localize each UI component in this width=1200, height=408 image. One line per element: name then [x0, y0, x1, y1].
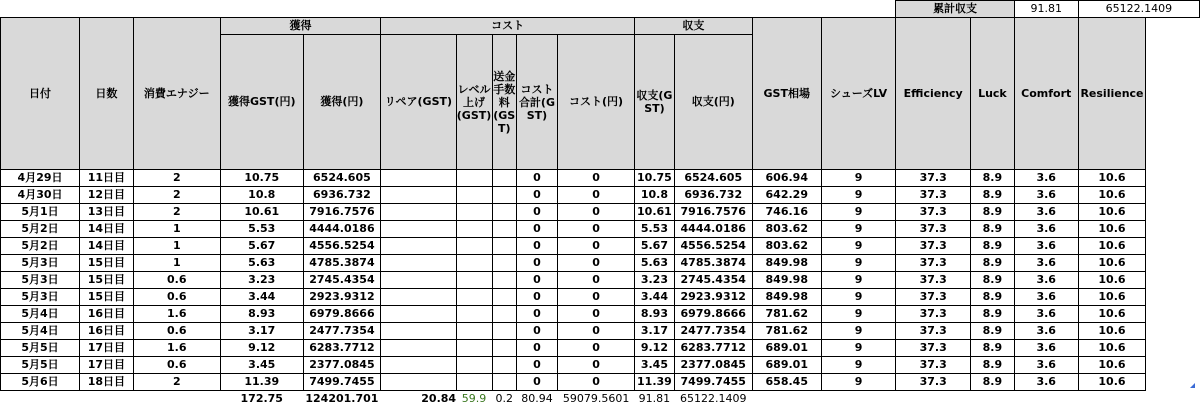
cumulative-row	[1, 1, 1200, 18]
cell-efficiency[interactable]: 37.3	[896, 221, 971, 238]
cell-bal-gst[interactable]: 10.75	[635, 170, 675, 187]
cell-efficiency[interactable]: 37.3	[896, 306, 971, 323]
cumulative-gst[interactable]: 91.81	[1014, 1, 1078, 18]
cell-days[interactable]: 18日目	[80, 374, 134, 391]
empty-cell[interactable]	[133, 391, 220, 408]
cell-resilience[interactable]: 10.6	[1078, 238, 1146, 255]
cell-date[interactable]: 5月4日	[1, 306, 80, 323]
col-cost-yen[interactable]: コスト(円)	[558, 35, 635, 170]
cell-cost-total[interactable]: 0	[516, 323, 557, 340]
cell-date[interactable]: 5月2日	[1, 238, 80, 255]
cell-efficiency[interactable]: 37.3	[896, 340, 971, 357]
cell-cost-yen[interactable]: 0	[558, 306, 635, 323]
cell-bal-gst[interactable]: 11.39	[635, 374, 675, 391]
cell-earn-gst[interactable]: 10.75	[220, 170, 303, 187]
cell-rate[interactable]: 606.94	[752, 170, 821, 187]
cell-levelup[interactable]	[456, 238, 492, 255]
cell-levelup[interactable]	[456, 187, 492, 204]
cell-days[interactable]: 15日目	[80, 255, 134, 272]
col-cost-total[interactable]: コスト合計(GST)	[516, 35, 557, 170]
cell-cost-total[interactable]: 0	[516, 306, 557, 323]
cell-efficiency[interactable]: 37.3	[896, 289, 971, 306]
cell-fee[interactable]	[492, 289, 516, 306]
cell-earn-yen[interactable]: 2377.0845	[303, 357, 381, 374]
cell-efficiency[interactable]: 37.3	[896, 357, 971, 374]
cell-cost-yen[interactable]: 0	[558, 255, 635, 272]
total-earn-gst[interactable]: 172.75	[240, 392, 283, 406]
cell-days[interactable]: 15日目	[80, 272, 134, 289]
group-cost[interactable]: コスト	[381, 18, 635, 35]
cell-bal-gst[interactable]: 8.93	[635, 306, 675, 323]
cell-efficiency[interactable]: 37.3	[896, 272, 971, 289]
cell-rate[interactable]: 642.29	[752, 187, 821, 204]
cell-comfort[interactable]: 3.6	[1014, 323, 1078, 340]
cell-cost-yen[interactable]: 0	[558, 289, 635, 306]
total-bal-yen[interactable]: 65122.1409	[679, 392, 747, 406]
cell-cost-yen[interactable]: 0	[558, 357, 635, 374]
cell-comfort[interactable]: 3.6	[1014, 204, 1078, 221]
cell-rate[interactable]: 658.45	[752, 374, 821, 391]
cell-earn-gst[interactable]: 5.53	[220, 221, 303, 238]
cell-fee[interactable]	[492, 170, 516, 187]
empty-cell[interactable]	[1, 391, 80, 408]
cell-shoes[interactable]: 9	[821, 255, 896, 272]
cell-comfort[interactable]: 3.6	[1014, 374, 1078, 391]
group-earn[interactable]: 獲得	[220, 18, 380, 35]
cell-cost-yen[interactable]: 0	[558, 340, 635, 357]
cell-earn-gst[interactable]: 10.61	[220, 204, 303, 221]
total-cost-yen[interactable]: 59079.5601	[562, 392, 630, 406]
cell-rate[interactable]: 689.01	[752, 357, 821, 374]
cell-shoes[interactable]: 9	[821, 289, 896, 306]
table-row	[1, 221, 1200, 238]
cell-efficiency[interactable]: 37.3	[896, 187, 971, 204]
cell-fee[interactable]	[492, 272, 516, 289]
cell-earn-yen[interactable]: 4444.0186	[303, 221, 381, 238]
cell-luck[interactable]: 8.9	[971, 255, 1015, 272]
cell-energy[interactable]: 0.6	[133, 357, 220, 374]
cell-bal-gst[interactable]: 3.17	[635, 323, 675, 340]
cell-earn-yen[interactable]: 4785.3874	[303, 255, 381, 272]
cell-earn-yen[interactable]: 7499.7455	[303, 374, 381, 391]
cell-earn-yen[interactable]: 6979.8666	[303, 306, 381, 323]
cell-repair[interactable]	[381, 170, 456, 187]
cell-earn-yen[interactable]: 4556.5254	[303, 238, 381, 255]
cell-levelup[interactable]	[456, 357, 492, 374]
cell-efficiency[interactable]: 37.3	[896, 374, 971, 391]
cell-bal-yen[interactable]: 2377.0845	[674, 357, 752, 374]
cell-rate[interactable]: 781.62	[752, 306, 821, 323]
cell-levelup[interactable]	[456, 170, 492, 187]
cell-resilience[interactable]: 10.6	[1078, 357, 1146, 374]
cell-days[interactable]: 14日目	[80, 221, 134, 238]
cell-levelup[interactable]	[456, 306, 492, 323]
cell-cost-yen[interactable]: 0	[558, 238, 635, 255]
cell-earn-yen[interactable]: 6524.605	[303, 170, 381, 187]
cell-date[interactable]: 5月5日	[1, 340, 80, 357]
cell-days[interactable]: 11日目	[80, 170, 134, 187]
empty-cell[interactable]	[821, 391, 896, 408]
cell-comfort[interactable]: 3.6	[1014, 187, 1078, 204]
cell-fee[interactable]	[492, 204, 516, 221]
cell-days[interactable]: 16日目	[80, 323, 134, 340]
col-days[interactable]: 日数	[80, 18, 134, 170]
cell-date[interactable]: 5月3日	[1, 272, 80, 289]
cell-fee[interactable]	[492, 340, 516, 357]
cell-cost-yen[interactable]: 0	[558, 374, 635, 391]
cell-date[interactable]: 5月6日	[1, 374, 80, 391]
cell-repair[interactable]	[381, 340, 456, 357]
cell-shoes[interactable]: 9	[821, 170, 896, 187]
cell-cost-yen[interactable]: 0	[558, 170, 635, 187]
selection-corner-handle[interactable]	[1190, 383, 1195, 388]
col-shoes[interactable]: シューズLV	[821, 18, 896, 170]
cell-cost-total[interactable]: 0	[516, 187, 557, 204]
col-luck[interactable]: Luck	[971, 18, 1015, 170]
empty-cell[interactable]	[1014, 391, 1078, 408]
cell-luck[interactable]: 8.9	[971, 204, 1015, 221]
cell-levelup[interactable]	[456, 272, 492, 289]
cell-resilience[interactable]: 10.6	[1078, 204, 1146, 221]
cell-rate[interactable]: 781.62	[752, 323, 821, 340]
cell-date[interactable]: 5月3日	[1, 289, 80, 306]
cell-bal-gst[interactable]: 5.67	[635, 238, 675, 255]
cumulative-yen[interactable]: 65122.1409	[1078, 1, 1199, 18]
cell-comfort[interactable]: 3.6	[1014, 221, 1078, 238]
cell-repair[interactable]	[381, 221, 456, 238]
cell-cost-yen[interactable]: 0	[558, 187, 635, 204]
cell-bal-gst[interactable]: 5.53	[635, 221, 675, 238]
cell-resilience[interactable]: 10.6	[1078, 187, 1146, 204]
empty-cell[interactable]	[1078, 391, 1146, 408]
cell-date[interactable]: 5月3日	[1, 255, 80, 272]
cell-earn-gst[interactable]: 3.23	[220, 272, 303, 289]
cell-efficiency[interactable]: 37.3	[896, 255, 971, 272]
cell-earn-yen[interactable]: 7916.7576	[303, 204, 381, 221]
cell-fee[interactable]	[492, 187, 516, 204]
table-row	[1, 289, 1200, 306]
cell-comfort[interactable]: 3.6	[1014, 357, 1078, 374]
cell-levelup[interactable]	[456, 323, 492, 340]
cell-resilience[interactable]: 10.6	[1078, 323, 1146, 340]
cell-cost-total[interactable]: 0	[516, 238, 557, 255]
cell-repair[interactable]	[381, 289, 456, 306]
cell-efficiency[interactable]: 37.3	[896, 323, 971, 340]
col-bal-yen[interactable]: 収支(円)	[674, 35, 752, 170]
col-rate[interactable]: GST相場	[752, 18, 821, 170]
cell-shoes[interactable]: 9	[821, 374, 896, 391]
cell-days[interactable]: 15日目	[80, 289, 134, 306]
empty-cell[interactable]	[80, 391, 134, 408]
cell-date[interactable]: 4月29日	[1, 170, 80, 187]
cell-bal-yen[interactable]: 2745.4354	[674, 272, 752, 289]
table-row	[1, 272, 1200, 289]
cell-bal-yen[interactable]: 6979.8666	[674, 306, 752, 323]
cell-earn-yen[interactable]: 6936.732	[303, 187, 381, 204]
cell-earn-gst[interactable]: 5.67	[220, 238, 303, 255]
cell-earn-gst[interactable]: 3.45	[220, 357, 303, 374]
cell-cost-yen[interactable]: 0	[558, 221, 635, 238]
cell-repair[interactable]	[381, 357, 456, 374]
cell-luck[interactable]: 8.9	[971, 187, 1015, 204]
cell-cost-total[interactable]: 0	[516, 170, 557, 187]
cell-bal-gst[interactable]: 9.12	[635, 340, 675, 357]
cell-luck[interactable]: 8.9	[971, 272, 1015, 289]
cell-rate[interactable]: 689.01	[752, 340, 821, 357]
cell-resilience[interactable]: 10.6	[1078, 374, 1146, 391]
table-row	[1, 374, 1200, 391]
col-energy[interactable]: 消費エナジー	[133, 18, 220, 170]
cell-shoes[interactable]: 9	[821, 306, 896, 323]
table-row	[1, 306, 1200, 323]
cell-repair[interactable]	[381, 187, 456, 204]
cell-earn-yen[interactable]: 2477.7354	[303, 323, 381, 340]
group-balance[interactable]: 収支	[635, 18, 753, 35]
cell-cost-total[interactable]: 0	[516, 289, 557, 306]
cell-luck[interactable]: 8.9	[971, 289, 1015, 306]
total-fee[interactable]: 0.2	[495, 392, 513, 406]
cell-comfort[interactable]: 3.6	[1014, 272, 1078, 289]
cell-repair[interactable]	[381, 306, 456, 323]
cell-luck[interactable]: 8.9	[971, 170, 1015, 187]
cell-luck[interactable]: 8.9	[971, 340, 1015, 357]
cell-repair[interactable]	[381, 272, 456, 289]
cell-days[interactable]: 12日目	[80, 187, 134, 204]
cell-resilience[interactable]: 10.6	[1078, 306, 1146, 323]
cell-bal-gst[interactable]: 5.63	[635, 255, 675, 272]
cell-energy[interactable]: 1	[133, 221, 220, 238]
cell-days[interactable]: 17日目	[80, 340, 134, 357]
cell-earn-yen[interactable]: 2745.4354	[303, 272, 381, 289]
table-row	[1, 340, 1200, 357]
cell-levelup[interactable]	[456, 374, 492, 391]
total-bal-gst[interactable]: 91.81	[638, 392, 671, 406]
cell-shoes[interactable]: 9	[821, 272, 896, 289]
cell-bal-gst[interactable]: 10.61	[635, 204, 675, 221]
cell-bal-yen[interactable]: 2477.7354	[674, 323, 752, 340]
col-comfort[interactable]: Comfort	[1014, 18, 1078, 170]
cell-bal-yen[interactable]: 7916.7576	[674, 204, 752, 221]
empty-cell[interactable]	[971, 391, 1015, 408]
cell-resilience[interactable]: 10.6	[1078, 289, 1146, 306]
cell-bal-gst[interactable]: 3.23	[635, 272, 675, 289]
cell-fee[interactable]	[492, 255, 516, 272]
cell-resilience[interactable]: 10.6	[1078, 255, 1146, 272]
cell-luck[interactable]: 8.9	[971, 374, 1015, 391]
cell-comfort[interactable]: 3.6	[1014, 255, 1078, 272]
cell-luck[interactable]: 8.9	[971, 238, 1015, 255]
cell-bal-yen[interactable]: 2923.9312	[674, 289, 752, 306]
empty-cell[interactable]	[896, 391, 971, 408]
cell-levelup[interactable]	[456, 340, 492, 357]
cell-cost-total[interactable]: 0	[516, 340, 557, 357]
cell-fee[interactable]	[492, 374, 516, 391]
cell-shoes[interactable]: 9	[821, 187, 896, 204]
cell-cost-total[interactable]: 0	[516, 374, 557, 391]
cell-luck[interactable]: 8.9	[971, 221, 1015, 238]
cumulative-label: 累計収支	[896, 1, 1014, 18]
cell-resilience[interactable]: 10.6	[1078, 272, 1146, 289]
col-bal-gst[interactable]: 収支(GST)	[635, 35, 675, 170]
col-fee[interactable]: 送金手数料(GST)	[492, 35, 516, 170]
cell-bal-yen[interactable]: 4556.5254	[674, 238, 752, 255]
cell-date[interactable]: 5月2日	[1, 221, 80, 238]
cell-energy[interactable]: 0.6	[133, 272, 220, 289]
cell-cost-total[interactable]: 0	[516, 255, 557, 272]
col-resilience[interactable]: Resilience	[1078, 18, 1146, 170]
cell-efficiency[interactable]: 37.3	[896, 170, 971, 187]
cell-fee[interactable]	[492, 306, 516, 323]
col-earn-gst[interactable]: 獲得GST(円)	[220, 35, 303, 170]
cell-bal-yen[interactable]: 6936.732	[674, 187, 752, 204]
table-row	[1, 187, 1200, 204]
cell-shoes[interactable]: 9	[821, 357, 896, 374]
cell-date[interactable]: 5月1日	[1, 204, 80, 221]
cell-cost-yen[interactable]: 0	[558, 272, 635, 289]
table-row	[1, 357, 1200, 374]
cell-energy[interactable]: 2	[133, 170, 220, 187]
cell-days[interactable]: 17日目	[80, 357, 134, 374]
cell-date[interactable]: 5月4日	[1, 323, 80, 340]
col-repair[interactable]: リペア(GST)	[381, 35, 456, 170]
table-row	[1, 323, 1200, 340]
cell-bal-gst[interactable]: 3.44	[635, 289, 675, 306]
totals-row	[1, 391, 1200, 408]
cell-rate[interactable]: 803.62	[752, 221, 821, 238]
table-row	[1, 255, 1200, 272]
cell-energy[interactable]: 2	[133, 187, 220, 204]
cell-days[interactable]: 14日目	[80, 238, 134, 255]
total-levelup[interactable]: 59.9	[461, 392, 487, 406]
cell-rate[interactable]: 849.98	[752, 289, 821, 306]
cell-rate[interactable]: 746.16	[752, 204, 821, 221]
cell-shoes[interactable]: 9	[821, 323, 896, 340]
cell-earn-gst[interactable]: 8.93	[220, 306, 303, 323]
cell-earn-gst[interactable]: 11.39	[220, 374, 303, 391]
cell-energy[interactable]: 1.6	[133, 306, 220, 323]
cell-levelup[interactable]	[456, 204, 492, 221]
cell-date[interactable]: 5月5日	[1, 357, 80, 374]
cell-earn-gst[interactable]: 5.63	[220, 255, 303, 272]
col-levelup[interactable]: レベル上げ(GST)	[456, 35, 492, 170]
cell-earn-yen[interactable]: 6283.7712	[303, 340, 381, 357]
cell-date[interactable]: 4月30日	[1, 187, 80, 204]
cell-bal-yen[interactable]: 7499.7455	[674, 374, 752, 391]
col-date[interactable]: 日付	[1, 18, 80, 170]
cell-energy[interactable]: 1	[133, 255, 220, 272]
cell-resilience[interactable]: 10.6	[1078, 340, 1146, 357]
cell-cost-total[interactable]: 0	[516, 272, 557, 289]
cell-bal-yen[interactable]: 4444.0186	[674, 221, 752, 238]
table-row	[1, 204, 1200, 221]
cell-energy[interactable]: 0.6	[133, 289, 220, 306]
cell-luck[interactable]: 8.9	[971, 306, 1015, 323]
cell-rate[interactable]: 803.62	[752, 238, 821, 255]
cell-cost-total[interactable]: 0	[516, 221, 557, 238]
cell-shoes[interactable]: 9	[821, 340, 896, 357]
cell-levelup[interactable]	[456, 221, 492, 238]
cell-efficiency[interactable]: 37.3	[896, 204, 971, 221]
cell-resilience[interactable]: 10.6	[1078, 221, 1146, 238]
total-earn-yen[interactable]: 124201.701	[305, 392, 379, 406]
cell-luck[interactable]: 8.9	[971, 323, 1015, 340]
cell-rate[interactable]: 849.98	[752, 255, 821, 272]
cell-repair[interactable]	[381, 238, 456, 255]
table-row	[1, 238, 1200, 255]
cell-cost-yen[interactable]: 0	[558, 323, 635, 340]
cell-repair[interactable]	[381, 204, 456, 221]
cell-rate[interactable]: 849.98	[752, 272, 821, 289]
cell-levelup[interactable]	[456, 255, 492, 272]
cell-fee[interactable]	[492, 238, 516, 255]
cell-energy[interactable]: 2	[133, 374, 220, 391]
cell-energy[interactable]: 2	[133, 204, 220, 221]
cell-shoes[interactable]: 9	[821, 238, 896, 255]
cell-bal-yen[interactable]: 4785.3874	[674, 255, 752, 272]
cell-earn-gst[interactable]: 3.44	[220, 289, 303, 306]
cell-days[interactable]: 16日目	[80, 306, 134, 323]
cell-comfort[interactable]: 3.6	[1014, 170, 1078, 187]
cell-repair[interactable]	[381, 255, 456, 272]
cell-cost-yen[interactable]: 0	[558, 204, 635, 221]
cell-comfort[interactable]: 3.6	[1014, 238, 1078, 255]
cell-fee[interactable]	[492, 357, 516, 374]
total-cost-total[interactable]: 80.94	[521, 392, 553, 406]
cell-bal-yen[interactable]: 6283.7712	[674, 340, 752, 357]
cell-luck[interactable]: 8.9	[971, 357, 1015, 374]
cell-energy[interactable]: 0.6	[133, 323, 220, 340]
cell-cost-total[interactable]: 0	[516, 357, 557, 374]
col-earn-yen[interactable]: 獲得(円)	[303, 35, 381, 170]
cell-fee[interactable]	[492, 323, 516, 340]
col-efficiency[interactable]: Efficiency	[896, 18, 971, 170]
cell-repair[interactable]	[381, 323, 456, 340]
total-repair[interactable]: 20.84	[421, 392, 457, 406]
cell-resilience[interactable]: 10.6	[1078, 170, 1146, 187]
cell-levelup[interactable]	[456, 289, 492, 306]
group-header-row	[1, 18, 1200, 35]
cell-earn-gst[interactable]: 3.17	[220, 323, 303, 340]
cell-energy[interactable]: 1	[133, 238, 220, 255]
cell-cost-total[interactable]: 0	[516, 204, 557, 221]
cell-comfort[interactable]: 3.6	[1014, 289, 1078, 306]
cell-earn-yen[interactable]: 2923.9312	[303, 289, 381, 306]
cell-bal-gst[interactable]: 3.45	[635, 357, 675, 374]
cell-comfort[interactable]: 3.6	[1014, 306, 1078, 323]
cell-earn-gst[interactable]: 9.12	[220, 340, 303, 357]
cell-comfort[interactable]: 3.6	[1014, 340, 1078, 357]
cell-bal-yen[interactable]: 6524.605	[674, 170, 752, 187]
empty-cell[interactable]	[752, 391, 821, 408]
table-row	[1, 170, 1200, 187]
cell-shoes[interactable]: 9	[821, 204, 896, 221]
cell-shoes[interactable]: 9	[821, 221, 896, 238]
cell-bal-gst[interactable]: 10.8	[635, 187, 675, 204]
cell-days[interactable]: 13日目	[80, 204, 134, 221]
cell-fee[interactable]	[492, 221, 516, 238]
cell-earn-gst[interactable]: 10.8	[220, 187, 303, 204]
cell-efficiency[interactable]: 37.3	[896, 238, 971, 255]
cell-repair[interactable]	[381, 374, 456, 391]
cell-energy[interactable]: 1.6	[133, 340, 220, 357]
